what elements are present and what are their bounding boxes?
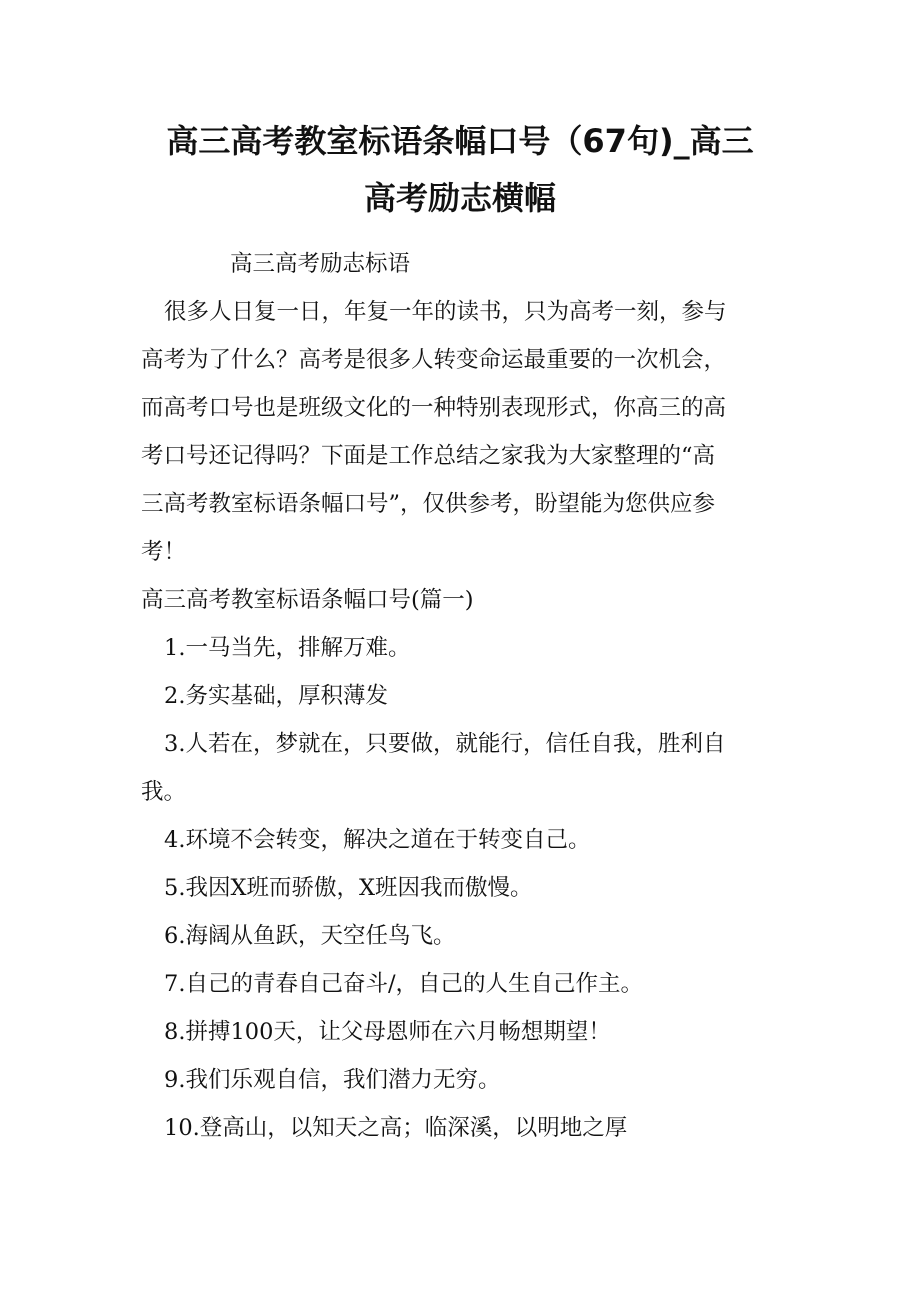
intro-line: 考口号还记得吗？下面是工作总结之家我为大家整理的“高: [141, 443, 716, 469]
subtitle: 高三高考励志标语: [230, 251, 411, 277]
list-item: 6.海阔从鱼跃，天空任鸟飞。: [164, 923, 456, 949]
list-item: 10.登高山，以知天之高；临深溪，以明地之厚: [164, 1115, 628, 1141]
list-item: 4.环境不会转变，解决之道在于转变自己。: [164, 827, 591, 853]
list-item: 8.拼搏100天，让父母恩师在六月畅想期望！: [164, 1019, 611, 1045]
section-heading: 高三高考教室标语条幅口号(篇一): [141, 587, 474, 613]
list-item: 5.我因X班而骄傲，X班因我而傲慢。: [164, 875, 533, 901]
list-item: 7.自己的青春自己奋斗/，自己的人生自己作主。: [164, 971, 644, 997]
intro-line: 三高考教室标语条幅口号”，仅供参考，盼望能为您供应参: [141, 491, 716, 517]
list-item: 我。: [141, 779, 187, 805]
document-title-line-2: 高考励志横幅: [363, 179, 556, 217]
list-item: 9.我们乐观自信，我们潜力无穷。: [164, 1067, 501, 1093]
intro-line: 考！: [141, 539, 187, 565]
intro-line: 很多人日复一日，年复一年的读书，只为高考一刻，参与: [164, 299, 727, 325]
document-title-line-1: 高三高考教室标语条幅口号（67句)_高三: [166, 122, 754, 160]
list-item: 1.一马当先，排解万难。: [164, 635, 411, 661]
intro-line: 高考为了什么？高考是很多人转变命运最重要的一次机会，: [141, 347, 727, 373]
intro-line: 而高考口号也是班级文化的一种特别表现形式，你高三的高: [141, 395, 727, 421]
list-item: 3.人若在，梦就在，只要做，就能行，信任自我，胜利自: [164, 731, 726, 757]
list-item: 2.务实基础，厚积薄发: [164, 683, 388, 709]
